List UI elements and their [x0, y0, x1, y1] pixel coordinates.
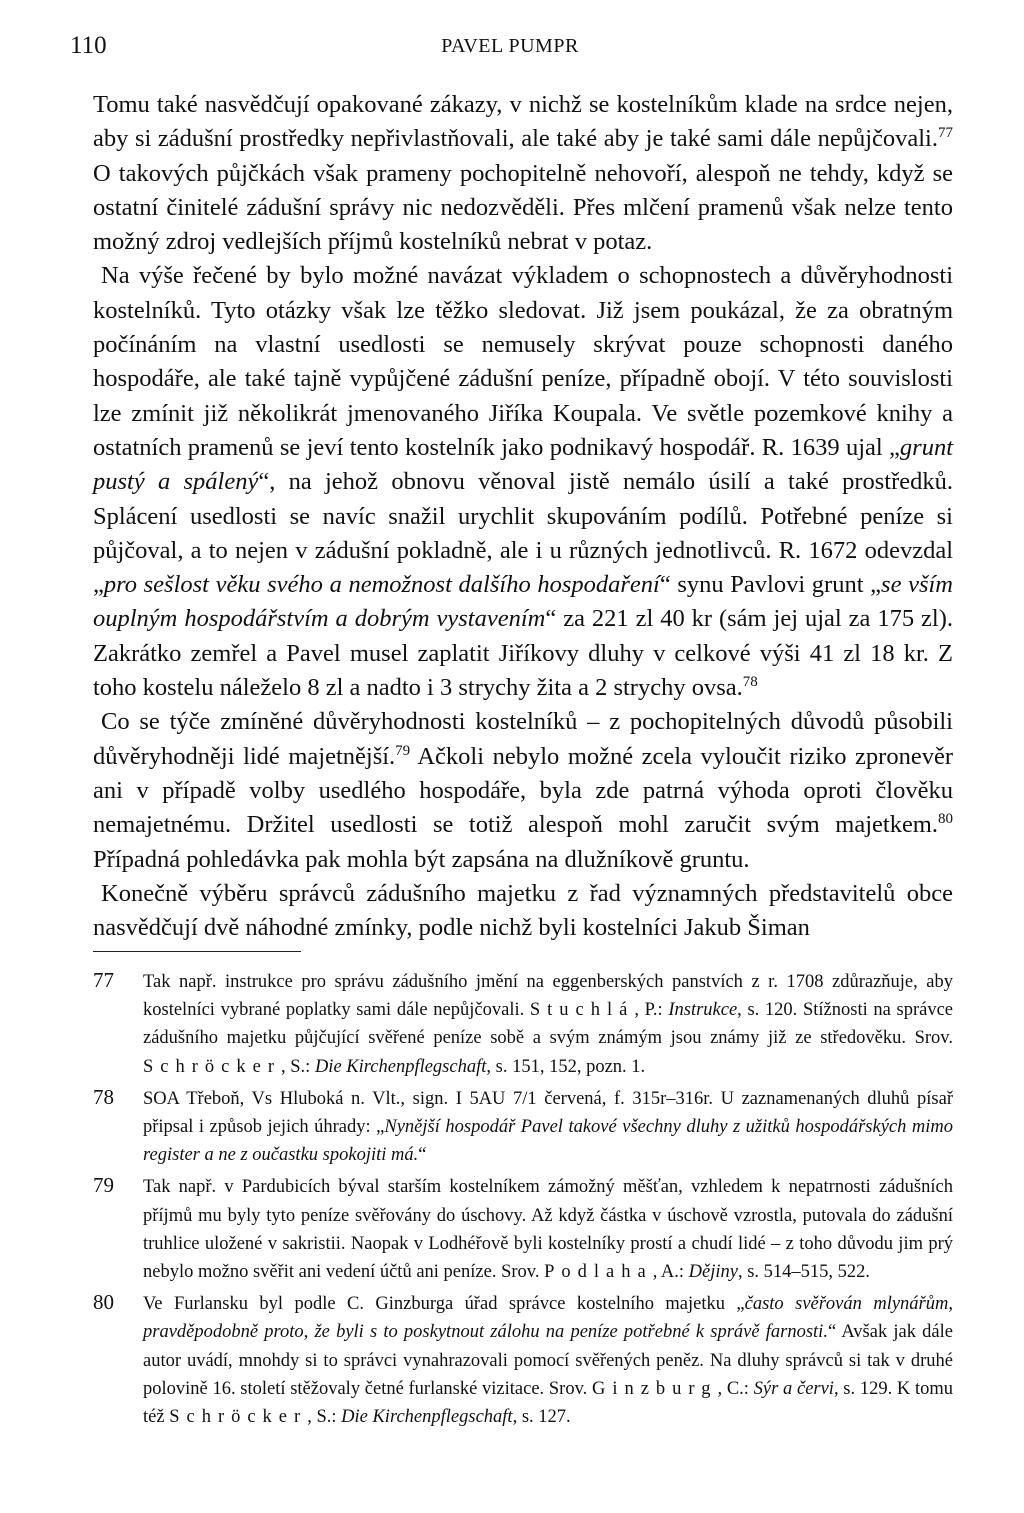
text-run: , s. 120. Stížnosti na správce zádušního majetku půjčující svěřené peníze sobě a svým známým jsou známy již ze středověku. Srov. — [143, 1000, 953, 1049]
italic-text: grunt pustý a spálený — [93, 433, 953, 496]
text-run: , s. 129. K tomu též — [143, 1378, 953, 1428]
text-run: “, na jehož obnovu věnoval jistě nemálo úsilí a také prostředků. Splácení usedlosti se navíc snažil urychlit skupováním podílů. Potřebné peníze si půjčoval, a to nejen v zádušní pokladně, ale i u různých jednotlivců. R. 1672 odevzdal „ — [93, 468, 953, 599]
text-run: , P.: — [634, 1000, 669, 1021]
text-run: , s. 514–515, 522. — [737, 1262, 871, 1283]
text-run: “ — [418, 1145, 427, 1166]
text-run: , S.: — [281, 1056, 315, 1077]
text-run: Případná pohledávka pak mohla být zapsána na dlužníkově gruntu. — [93, 845, 750, 873]
text-run: Ačkoli nebylo možné zcela vyloučit riziko zpronevěr ani v případě volby usedlého hospodáře, byla zde patrná výhoda oproti člověku nemajetnému. Držitel usedlosti se totiž alespoň mohl zaručit svým majetkem. — [93, 742, 953, 839]
footnote-text — [143, 1173, 953, 1286]
footnote-ref: 78 — [742, 674, 758, 691]
paragraph — [93, 259, 953, 705]
text-run: “ synu Pavlovi grunt „ — [659, 571, 882, 599]
italic-text: Die Kirchenpflegschaft — [341, 1407, 513, 1428]
footnote — [93, 968, 953, 1081]
text-run: Tomu také nasvědčují opakované zákazy, v nichž se kostelníkům klade na srdce nejen, aby si zádušní prostředky nepřivlastňovali, ale také aby je také sami dále nepůjčovali. — [93, 91, 953, 153]
text-run: SOA Třeboň, Vs Hluboká n. Vlt., sign. I 5AU 7/1 červená, f. 315r–316r. U zaznamenaných dluhů písař připsal i způsob jejich úhrady: „ — [143, 1088, 953, 1138]
footnote — [93, 1085, 953, 1170]
footnote — [93, 1290, 953, 1431]
italic-text: Dějiny — [688, 1262, 738, 1283]
footnote-number: 79 — [93, 1173, 114, 1198]
text-run: Na výše řečené by bylo možné navázat výkladem o schopnostech a důvěryhodnosti kostelníků. Tyto otázky však lze těžko sledovat. Již jsem poukázal, že za obratným počínáním na vlastní usedlosti se nemusely skrývat pouze schopnosti daného hospodáře, ale také tajně vypůjčené zádušní peníze, případně obojí. V této souvislosti lze zmínit již několikrát jmenovaného Jiříka Koupala. Ve světle pozemkové knihy a ostatních pramenů se jeví tento kostelník jako podnikavý hospodář. R. 1639 ujal „ — [93, 262, 953, 461]
main-text — [93, 88, 953, 945]
footnote — [93, 1173, 953, 1286]
italic-text: Sýr a červi — [753, 1378, 834, 1399]
text-run: Ve Furlansku byl podle C. Ginzburga úřad správce kostelního majetku „ — [143, 1294, 745, 1315]
footnote-number: 78 — [93, 1084, 114, 1109]
footnote-ref: 77 — [938, 125, 953, 142]
running-head: PAVEL PUMPR — [441, 35, 579, 57]
author-name: Podlaha — [544, 1262, 653, 1283]
text-run: , A.: — [652, 1262, 689, 1283]
author-name: Ginzburg — [591, 1378, 718, 1399]
paragraph — [93, 88, 953, 259]
author-name: Schröcker — [169, 1407, 308, 1428]
text-run: Konečně výběru správců zádušního majetku z řad významných představitelů obce nasvědčují dvě náhodné zmínky, podle nichž byli kostelníci Jakub Šiman — [93, 879, 953, 942]
italic-text: často svěřován mlynářům, pravděpodobně proto, že byli s to poskytnout zálohu na peníze potřebné k správě farnosti. — [143, 1294, 953, 1343]
author-name: Schröcker — [143, 1056, 281, 1077]
footnote-ref: 80 — [938, 811, 953, 828]
footnote-text — [143, 968, 953, 1081]
paragraph — [93, 705, 953, 876]
italic-text: Instrukce — [668, 1000, 738, 1021]
text-run: O takových půjčkách však prameny pochopitelně nehovoří, alespoň ne tehdy, když se ostatní činitelé zádušní správy nic nedozvěděli. Přes mlčení pramenů však nelze tento možný zdroj vedlejších příjmů kostelníků nebrat v potaz. — [93, 159, 953, 256]
page-header — [70, 32, 950, 66]
text-run: , s. 127. — [512, 1407, 571, 1428]
text-run: “ Avšak jak dále autor uvádí, mnohdy si to správci vynahrazovali pomocí svěřených peněz. Na dluhy správců si tak v druhé polovině 16. století stěžovaly četné furlanské vizitace. Srov. — [143, 1322, 953, 1399]
footnote-ref: 79 — [395, 742, 411, 759]
italic-text: Nynější hospodář Pavel takové všechny dluhy z užitků hospodářských mimo register a ne z oučastku spokojiti má. — [143, 1117, 954, 1166]
text-run: “ za 221 zl 40 kr (sám jej ujal za 175 zl). Zakrátko zemřel a Pavel musel zaplatit Jiříkovy dluhy v celkové výši 41 zl 18 kr. Z toho kostelu náleželo 8 zl a nadto i 3 strychy žita a 2 strychy ovsa. — [93, 605, 953, 702]
paragraph — [93, 877, 953, 946]
text-run: , S.: — [307, 1407, 342, 1428]
footnote-text — [143, 1085, 953, 1170]
italic-text: se vším ouplným hospodářstvím a dobrým vystavením — [93, 571, 953, 633]
footnote-separator — [93, 951, 301, 952]
page-number: 110 — [70, 32, 107, 59]
footnote-number: 77 — [93, 968, 114, 992]
author-name: Stuchlá — [529, 1000, 635, 1021]
text-run: Co se týče zmíněné důvěryhodnosti kostelníků – z pochopitelných důvodů působili důvěryhodněji lidé majetnější. — [93, 708, 953, 770]
text-run: , s. 151, 152, pozn. 1. — [486, 1056, 646, 1077]
italic-text: pro sešlost věku svého a nemožnost dalšího hospodaření — [103, 571, 660, 599]
footnote-text — [143, 1290, 953, 1431]
italic-text: Die Kirchenpflegschaft — [314, 1056, 487, 1077]
footnote-number: 80 — [93, 1290, 114, 1315]
text-run: Tak např. instrukce pro správu zádušního jmění na eggenberských panstvích z r. 1708 zdůrazňuje, aby kostelníci vybrané poplatky sami dále nepůjčovali. — [143, 972, 953, 1021]
footnotes — [93, 968, 953, 1435]
text-run: Tak např. v Pardubicích býval starším kostelníkem zámožný měšťan, vzhledem k nepatrnosti zádušních příjmů mu byly tyto peníze svěřovány do úschovy. Až když částka v úschově vzrostla, putovala do zádušní truhlice uložené v sakristii. Naopak v Lodhéřově byli kostelníky prostí a chudí lidé – z toho důvodu jim prý nebylo možno svěřit ani vedení účtů ani peníze. Srov. — [143, 1177, 953, 1283]
text-run: , C.: — [717, 1378, 754, 1399]
